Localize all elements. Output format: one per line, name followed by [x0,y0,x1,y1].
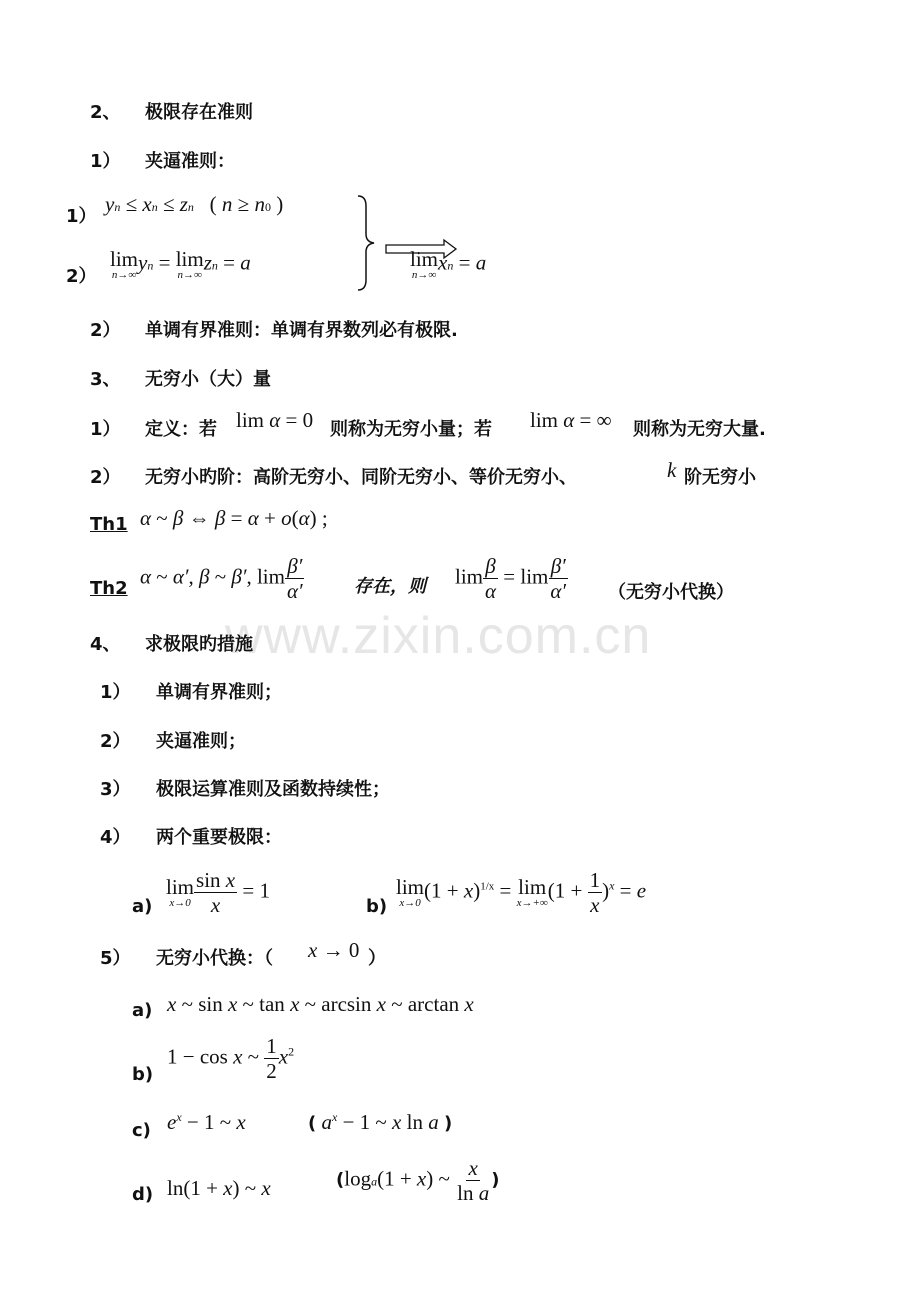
equiv-d-general: (loga(1 + x) ~ $\frac{x}{\text{ln a}}$ ) [336,1156,500,1206]
subst-condition: x → 0 [308,938,360,962]
subst-text: 无穷小代换：（ [156,948,273,969]
section-2-title: 极限存在准则 [145,102,253,123]
th2-label: Th2 [90,578,128,599]
monotone-number: 2） [90,320,121,341]
method-4-number: 4） [100,827,131,848]
order-number: 2） [90,467,121,488]
section-2-number: 2、 [90,102,121,123]
th2-conclusion: lim $\frac{\beta}{\alpha}$ = lim $\frac{\beta'}{\alpha'}$ [455,554,567,604]
order-k: k [667,458,677,482]
section-4-title: 求极限旳措施 [145,634,253,655]
equiv-c-label: c) [132,1120,151,1141]
limit-b-formula: lim x→0 $(1 + x)^{1/x}$ = lim x→+∞ (1 + $\frac{1}{x}$ )$^x$ = e [396,868,647,918]
monotone-text: 单调有界准则：单调有界数列必有极限. [145,320,458,341]
th1-formula: α ~ β ⇔ β = α + o(α) ; [140,506,328,530]
equiv-a-label: a) [132,1000,153,1021]
order-text-2: 阶无穷小 [684,467,756,488]
watermark: www.zixin.com.cn [225,607,652,665]
definition-number: 1） [90,419,121,440]
subst-number: 5） [100,948,131,969]
equiv-c-formula: $e^x - 1$ ~ x [167,1110,246,1134]
equiv-b-label: b) [132,1064,154,1085]
th1-label: Th1 [90,514,128,535]
definition-formula-zero: lim α = 0 [236,408,314,432]
method-3-text: 极限运算准则及函数持续性； [156,779,390,800]
section-4-number: 4、 [90,634,121,655]
method-1-text: 单调有界准则； [156,682,282,703]
equiv-a-formula: x ~ sin x ~ tan x ~ arcsin x ~ arctan x [167,992,474,1016]
limit-a-formula: lim x→0 $\frac{\text{sin x}}{x}$ = 1 [166,868,270,918]
order-text-1: 无穷小旳阶：高阶无穷小、同阶无穷小、等价无穷小、 [145,467,577,488]
definition-suffix: 则称为无穷大量. [633,419,766,440]
method-1-number: 1） [100,682,131,703]
equiv-d-formula: ln(1 + x) ~ x [167,1176,271,1200]
definition-prefix: 定义：若 [145,419,217,440]
definition-mid: 则称为无穷小量；若 [330,419,492,440]
equiv-d-label: d) [132,1184,154,1205]
method-3-number: 3） [100,779,131,800]
method-2-text: 夹逼准则； [156,731,246,752]
limit-a-label: a) [132,896,153,917]
th2-formula: α ~ α′, β ~ β′, lim $\frac{\beta'}{\alpha'}$ [140,554,303,604]
subst-close: ） [368,948,386,969]
squeeze-conclusion: lim n→∞ xn = a [410,247,487,282]
th2-mid: 存在，则 [354,576,426,597]
limit-b-label: b) [366,896,388,917]
condition-2-label: 2） [66,266,97,287]
section-3-number: 3、 [90,369,121,390]
method-4-text: 两个重要极限： [156,827,282,848]
th2-note: （无穷小代换） [608,582,734,603]
method-2-number: 2） [100,731,131,752]
equiv-c-general: ( $a^x - 1$ ~ x ln a ) [308,1110,453,1134]
right-brace-icon [352,192,382,294]
squeeze-title: 夹逼准则： [145,151,235,172]
definition-formula-inf: lim α = ∞ [530,408,612,432]
condition-2-formula: lim n→∞ yn = lim n→∞ zn = a [110,247,251,282]
equiv-b-formula: 1 − cos x ~ $\frac{1}{2}$ $x^2$ [167,1034,295,1084]
section-3-title: 无穷小（大）量 [145,369,271,390]
condition-1-formula: yn ≤ xn ≤ zn ( n ≥ n0 ) [105,192,284,216]
condition-1-label: 1） [66,206,97,227]
squeeze-number: 1） [90,151,121,172]
